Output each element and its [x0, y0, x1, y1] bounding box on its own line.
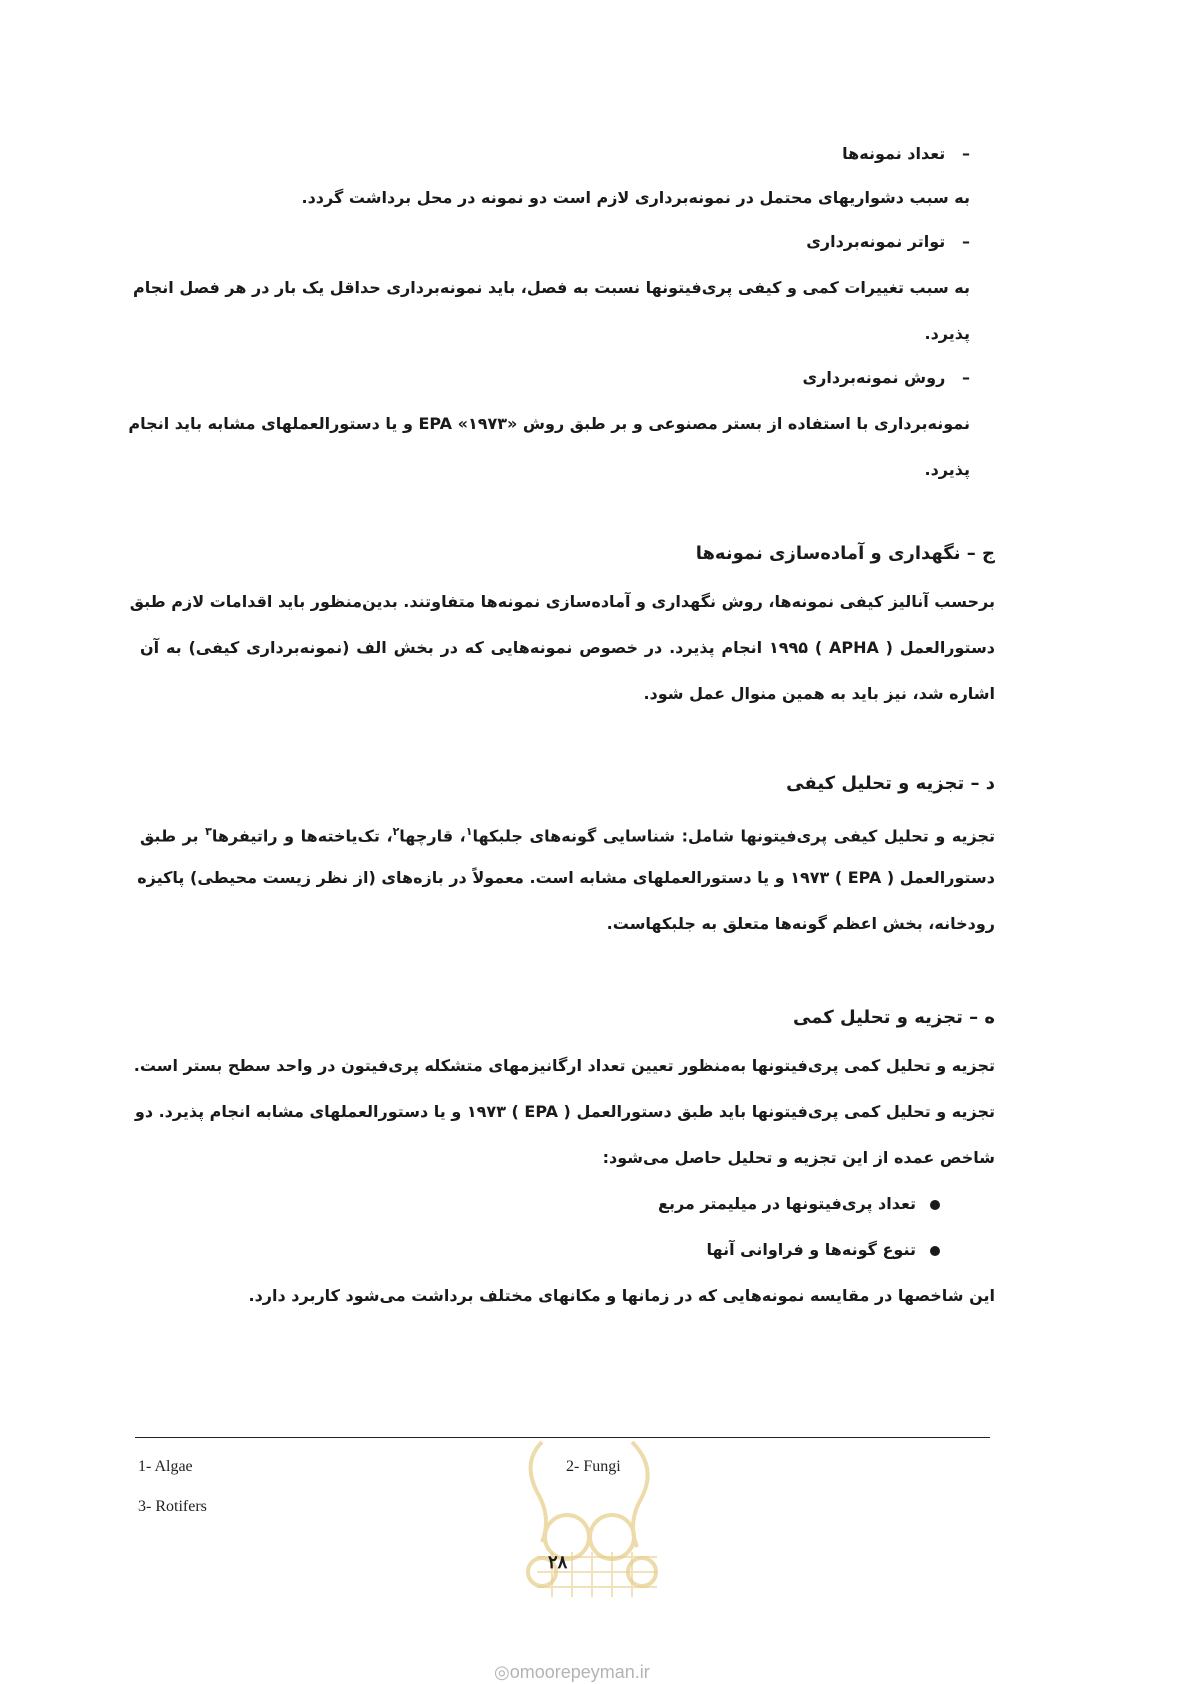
- frequency-line-1: به سبب تغییرات کمی و کیفی پری‌فیتونها نسبت به فصل، باید نمونه‌برداری حداقل یک بار در هر فصل انجام: [133, 278, 970, 297]
- qualitative-line-2: دستورالعمل ( EPA ) ۱۹۷۳ و یا دستورالعملهای مشابه است. معمولاً در بازه‌های (از نظر زیست محیطی) پاکیزه: [137, 868, 995, 887]
- quantitative-closing: این شاخصها در مقایسه نمونه‌هایی که در زمانها و مکانهای مختلف برداشت می‌شود کاربرد دارد.: [248, 1286, 995, 1305]
- quantitative-line-2: تجزیه و تحلیل کمی پری‌فیتونها باید طبق دستورالعمل ( EPA ) ۱۹۷۳ و یا دستورالعملهای مشابه انجام پذیرد. دو: [134, 1102, 995, 1121]
- storage-line-3: اشاره شد، نیز باید به همین منوال عمل شود.: [643, 684, 995, 703]
- qualitative-heading: د – تجزیه و تحلیل کیفی: [786, 773, 995, 794]
- footnote-2: 2- Fungi: [566, 1458, 621, 1475]
- bullet-dot-icon: [930, 1200, 940, 1210]
- count-title: – تعداد نمونه‌ها: [842, 144, 970, 163]
- method-line-1: نمونه‌برداری با استفاده از بستر مصنوعی و بر طبق روش «EPA «۱۹۷۳ و یا دستورالعملهای مشابه باید انجام: [128, 414, 970, 433]
- count-text: به سبب دشواریهای محتمل در نمونه‌برداری لازم است دو نمونه در محل برداشت گردد.: [301, 188, 970, 207]
- bullet-item: تعداد پری‌فیتونها در میلیمتر مربع: [658, 1192, 940, 1216]
- storage-line-2: دستورالعمل ( APHA ) ۱۹۹۵ انجام پذیرد. در خصوص نمونه‌هایی که در بخش الف (نمونه‌برداری کیفی) به آن: [140, 638, 996, 657]
- storage-heading: ج – نگهداری و آماده‌سازی نمونه‌ها: [695, 543, 995, 564]
- quantitative-line-3: شاخص عمده از این تجزیه و تحلیل حاصل می‌شود:: [602, 1148, 995, 1167]
- footnote-ref-1: ۱: [465, 825, 473, 838]
- dash-marker: –: [962, 232, 970, 251]
- watermark-site-text: ◎omoorepeyman.ir: [494, 1662, 650, 1682]
- watermark-logo-icon: [482, 1422, 697, 1602]
- dash-marker: –: [962, 144, 970, 163]
- footnote-1: 1- Algae: [138, 1458, 193, 1475]
- method-title: – روش نمونه‌برداری: [802, 368, 970, 387]
- footnote-ref-3: ۳: [205, 825, 212, 838]
- footnote-ref-2: ۲: [392, 825, 400, 838]
- qualitative-line-1: تجزیه و تحلیل کیفی پری‌فیتونها شامل: شناسایی گونه‌های جلبکها$^۱$، قارچها$^۲$، تک‌یاخته‌ها و راتیفرها$^۳$ بر طبق: [140, 825, 996, 846]
- bullet-dot-icon: [930, 1246, 940, 1256]
- qualitative-line-3: رودخانه، بخش اعظم گونه‌ها متعلق به جلبکهاست.: [606, 914, 995, 933]
- storage-line-1: برحسب آنالیز کیفی نمونه‌ها، روش نگهداری و آماده‌سازی نمونه‌ها متفاوتند. بدین‌منظور باید اقدامات لازم طبق: [129, 592, 995, 611]
- quantitative-heading: ه – تجزیه و تحلیل کمی: [793, 1007, 995, 1028]
- footnote-3: 3- Rotifers: [138, 1498, 207, 1515]
- dash-marker: –: [962, 368, 970, 387]
- globe-icon: ◎: [494, 1662, 510, 1682]
- frequency-title: – تواتر نمونه‌برداری: [806, 232, 970, 251]
- method-line-2: پذیرد.: [924, 460, 970, 479]
- page-number: ۲۸: [548, 1552, 568, 1573]
- quantitative-line-1: تجزیه و تحلیل کمی پری‌فیتونها به‌منظور تعیین تعداد ارگانیزمهای متشکله پری‌فیتون در واحد سطح بستر است.: [133, 1056, 995, 1075]
- frequency-line-2: پذیرد.: [924, 324, 970, 343]
- bullet-item: تنوع گونه‌ها و فراوانی آنها: [707, 1238, 940, 1262]
